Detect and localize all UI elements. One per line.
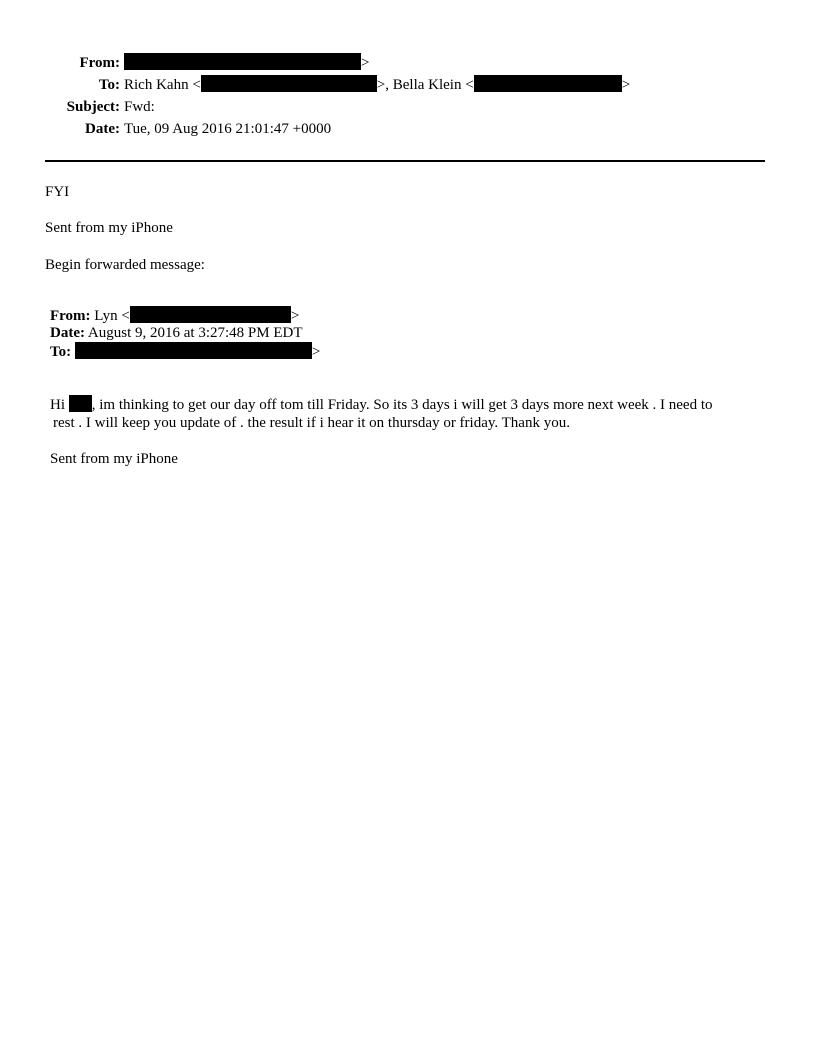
body-begin-forwarded: Begin forwarded message: <box>45 257 205 273</box>
forwarded-from-row <box>50 306 299 325</box>
to-label: To: <box>98 77 120 93</box>
forwarded-date-value: August 9, 2016 at 3:27:48 PM EDT <box>87 325 303 341</box>
forwarded-to-row <box>50 342 320 361</box>
to-recipient-separator: >, Bella Klein < <box>376 77 474 93</box>
from-label: From: <box>79 55 120 71</box>
forwarded-message-line-2: rest . I will keep you update of . the result if i hear it on thursday or friday. Thank you. <box>53 415 570 431</box>
forwarded-from-end: > <box>290 308 300 324</box>
header-divider <box>45 160 765 162</box>
date-label: Date: <box>85 121 120 137</box>
header-from-row <box>0 53 816 73</box>
forwarded-message <box>50 395 770 432</box>
forwarded-signature: Sent from my iPhone <box>50 451 178 467</box>
redacted-block <box>75 342 312 359</box>
forwarded-to-end: > <box>311 344 321 360</box>
body-signature: Sent from my iPhone <box>45 220 173 236</box>
from-suffix: > <box>361 55 370 71</box>
message-greeting: Hi <box>50 397 69 413</box>
to-value <box>124 75 630 95</box>
header-subject-row <box>0 97 816 117</box>
redacted-block <box>69 395 92 412</box>
redacted-block <box>474 75 622 92</box>
forwarded-from-value: Lyn < <box>94 308 130 324</box>
forwarded-message-line-1 <box>50 395 770 414</box>
forwarded-date-row <box>50 324 303 342</box>
forwarded-from-label: From: <box>50 308 91 324</box>
date-value: Tue, 09 Aug 2016 21:01:47 +0000 <box>124 121 332 137</box>
forwarded-to-label: To: <box>50 344 72 360</box>
body-fyi: FYI <box>45 184 70 200</box>
message-text: , im thinking to get our day off tom till Friday. So its 3 days i will get 3 days more next week . I need to <box>91 397 713 413</box>
subject-value: Fwd: <box>124 99 155 115</box>
to-recipient-1: Rich Kahn < <box>124 77 201 93</box>
redacted-block <box>201 75 377 92</box>
redacted-block <box>124 53 361 70</box>
redacted-block <box>130 306 291 323</box>
header-to-row <box>0 75 816 95</box>
forwarded-date-label: Date: <box>50 325 85 341</box>
subject-label: Subject: <box>66 99 120 115</box>
header-date-row <box>0 119 816 139</box>
to-recipient-end: > <box>621 77 631 93</box>
from-value <box>124 53 369 73</box>
